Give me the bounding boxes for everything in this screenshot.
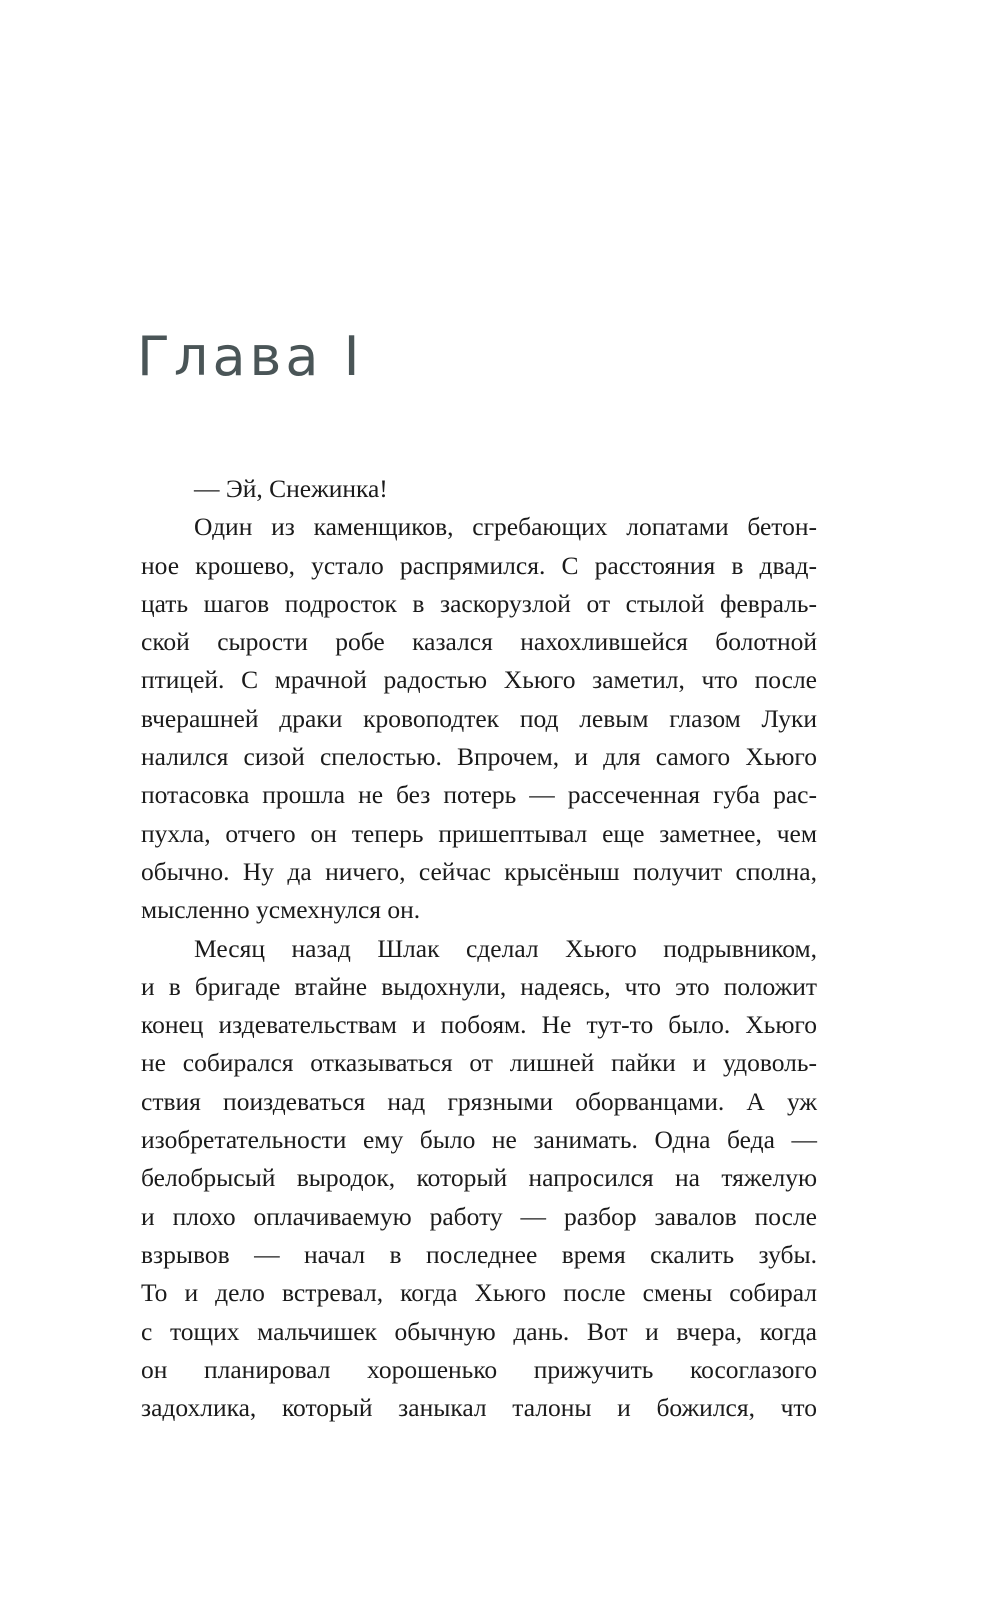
text-line: Один из каменщиков, сгребающих лопатами бетон- bbox=[194, 512, 817, 542]
text-line: ное крошево, устало распрямился. С расстояния в двад- bbox=[141, 550, 817, 580]
text-line: ской сырости робе казался нахохлившейся болотной bbox=[141, 627, 817, 657]
text-line: ствия поиздеваться над грязными оборванцами. А уж bbox=[141, 1086, 817, 1116]
text-line: цать шагов подросток в заскорузлой от стылой февраль- bbox=[141, 588, 817, 618]
text-line: он планировал хорошенько прижучить косоглазого bbox=[141, 1354, 817, 1384]
text-line: не собирался отказываться от лишней пайки и удоволь- bbox=[141, 1048, 817, 1078]
text-line: конец издевательствам и побоям. Не тут-то было. Хьюго bbox=[141, 1010, 817, 1040]
text-line: взрывов — начал в последнее время скалить зубы. bbox=[141, 1239, 817, 1269]
text-line: вчерашней драки кровоподтек под левым глазом Луки bbox=[141, 703, 817, 733]
text-line: То и дело встревал, когда Хьюго после смены собирал bbox=[141, 1278, 817, 1308]
text-line: Месяц назад Шлак сделал Хьюго подрывником, bbox=[194, 933, 817, 963]
text-line: и плохо оплачиваемую работу — разбор завалов после bbox=[141, 1201, 817, 1231]
text-line: — Эй, Снежинка! bbox=[194, 474, 388, 503]
text-line: обычно. Ну да ничего, сейчас крысёныш получит сполна, bbox=[141, 856, 817, 886]
text-line: мысленно усмехнулся он. bbox=[141, 895, 421, 925]
text-line: изобретательности ему было не занимать. Одна беда — bbox=[141, 1125, 817, 1155]
text-line: потасовка прошла не без потерь — рассеченная губа рас- bbox=[141, 780, 817, 810]
text-line: пухла, отчего он теперь пришептывал еще заметнее, чем bbox=[141, 818, 817, 848]
text-line: белобрысый выродок, который напросился на тяжелую bbox=[141, 1163, 817, 1193]
text-line: налился сизой спелостью. Впрочем, и для самого Хьюго bbox=[141, 742, 817, 772]
text-line: с тощих мальчишек обычную дань. Вот и вчера, когда bbox=[141, 1316, 817, 1346]
text-line: птицей. С мрачной радостью Хьюго заметил, что после bbox=[141, 665, 817, 695]
chapter-title: Глава I bbox=[137, 325, 364, 388]
text-line: и в бригаде втайне выдохнули, надеясь, что это положит bbox=[141, 971, 817, 1001]
chapter-body-text bbox=[141, 470, 817, 1427]
text-line: задохлика, который заныкал талоны и божился, что bbox=[141, 1393, 817, 1423]
